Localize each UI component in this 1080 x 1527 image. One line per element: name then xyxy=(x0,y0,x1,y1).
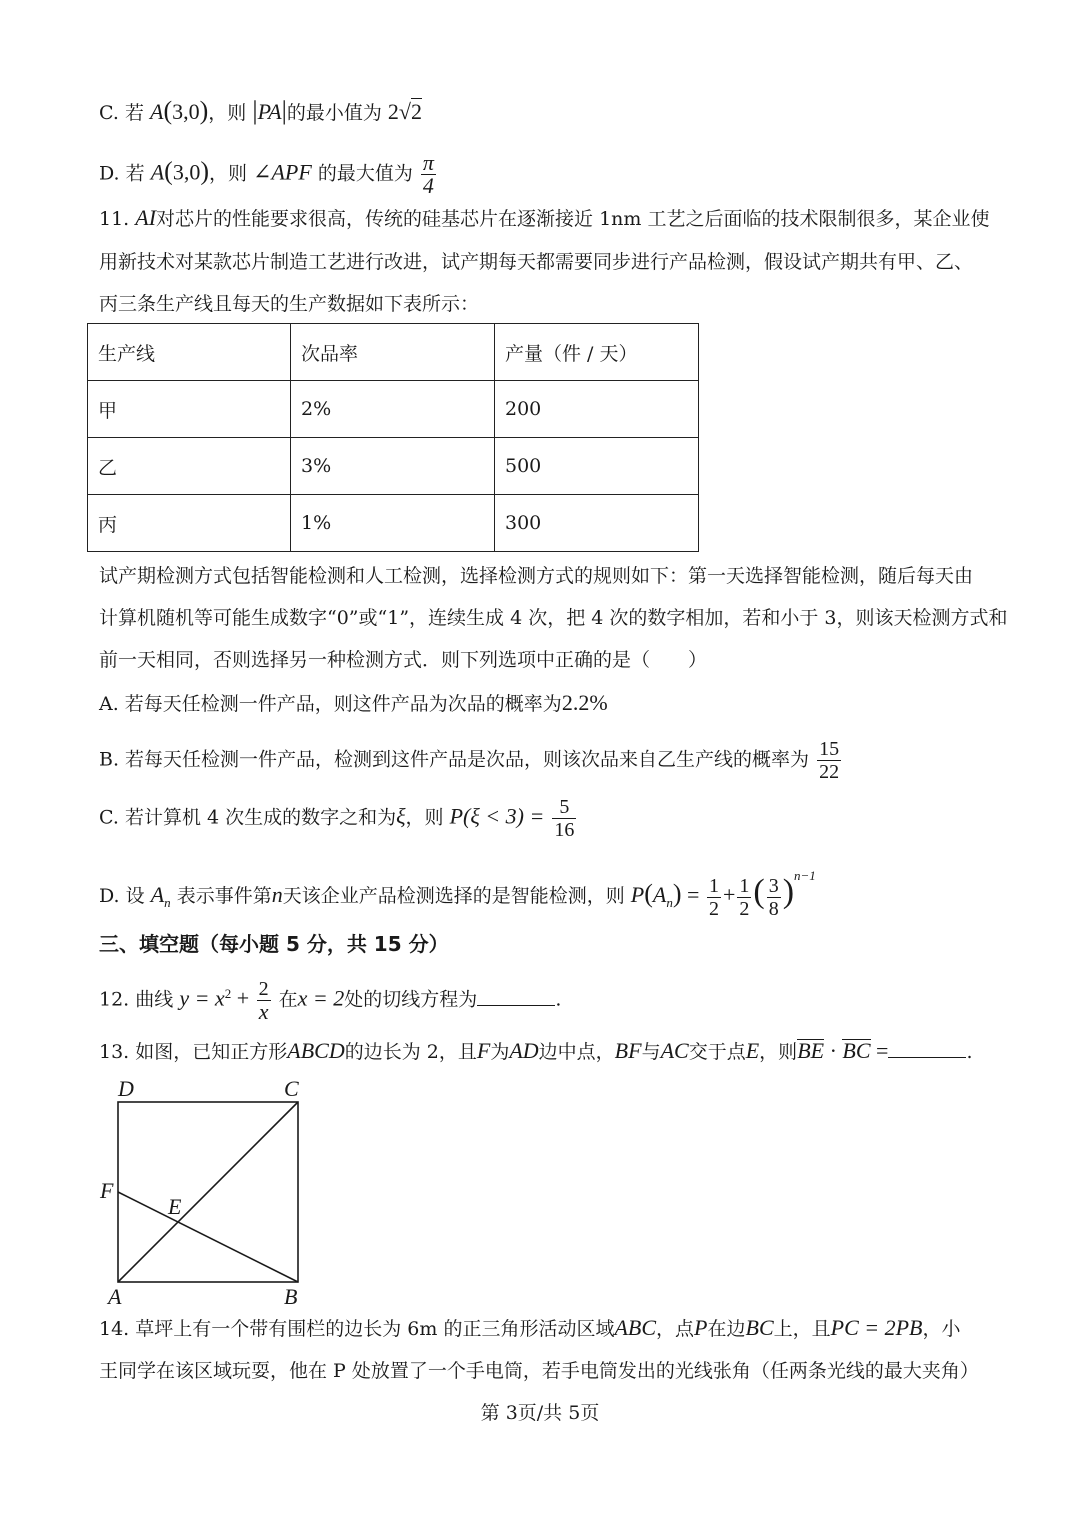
production-table xyxy=(87,323,699,552)
label-a: A xyxy=(108,1284,122,1306)
table-cell: 200 xyxy=(495,381,699,438)
table-header: 生产线 xyxy=(88,324,291,381)
label-f: F xyxy=(100,1178,114,1203)
section-3-title: 三、填空题（每小题 5 分，共 15 分） xyxy=(99,932,449,956)
q11-line2: 用新技术对某款芯片制造工艺进行改进，试产期每天都需要同步进行产品检测，假设试产期共有甲、乙、 xyxy=(99,251,974,273)
table-cell: 甲 xyxy=(88,381,291,438)
q11-paragraph-1: 试产期检测方式包括智能检测和人工检测，选择检测方式的规则如下：第一天选择智能检测，随后每天由 xyxy=(99,565,974,587)
table-cell: 1% xyxy=(291,495,495,552)
q11-paragraph-3: 前一天相同，否则选择另一种检测方式．则下列选项中正确的是（ ） xyxy=(99,649,708,671)
page-footer: 第 3页/共 5页 xyxy=(480,1402,600,1424)
q12: 12. 曲线 $y = x^2$ + $\frac{2}{x}$ 在x = 2处的切线方程为 . xyxy=(99,978,562,1024)
q11-option-b: B. 若每天任检测一件产品，检测到这件产品是次品，则该次品来自乙生产线的概率为 $\frac{15}{22}$ xyxy=(99,738,840,783)
label-c: C xyxy=(284,1076,299,1101)
table-cell: 300 xyxy=(495,495,699,552)
label-d: D xyxy=(118,1076,134,1101)
table-cell: 3% xyxy=(291,438,495,495)
table-cell: 丙 xyxy=(88,495,291,552)
segment-bf xyxy=(118,1192,298,1282)
table-header: 次品率 xyxy=(291,324,495,381)
table-row xyxy=(88,438,699,495)
q11-option-a: A. 若每天任检测一件产品，则这件产品为次品的概率为2.2% xyxy=(99,690,608,715)
q11-line1: 11. AI对芯片的性能要求很高，传统的硅基芯片在逐渐接近 1nm 工艺之后面临的技术限制很多，某企业使 xyxy=(99,205,990,230)
label-b: B xyxy=(284,1284,298,1306)
q14-line2: 王同学在该区域玩耍，他在 P 处放置了一个手电筒，若手电筒发出的光线张角（任两条光线的最大夹角） xyxy=(99,1360,979,1382)
table-row xyxy=(88,381,699,438)
square-figure xyxy=(90,1074,320,1306)
label-e: E xyxy=(168,1194,182,1219)
table-header: 产量（件 / 天） xyxy=(495,324,699,381)
diagonal-ac xyxy=(118,1102,298,1282)
q11-option-c: C. 若计算机 4 次生成的数字之和为ξ，则 P(ξ < 3) = $\frac{5}{16}$ xyxy=(99,796,575,841)
q13: 13. 如图，已知正方形ABCD的边长为 2，且F为AD边中点，BF与AC交于点E，则BE · BC = . xyxy=(99,1038,973,1063)
q10-option-c: C. 若 A(3,0)，则 |PA|的最小值为 2√2 xyxy=(99,96,422,125)
table-row xyxy=(88,495,699,552)
q11-line3: 丙三条生产线且每天的生产数据如下表所示： xyxy=(99,293,480,315)
q11-paragraph-2: 计算机随机等可能生成数字“0”或“1”，连续生成 4 次，把 4 次的数字相加，若和小于 3，则该天检测方式和 xyxy=(99,607,1008,629)
q14-line1: 14. 草坪上有一个带有围栏的边长为 6m 的正三角形活动区域ABC，点P在边BC上，且PC = 2PB，小 xyxy=(99,1315,961,1340)
table-cell: 500 xyxy=(495,438,699,495)
table-header-row xyxy=(88,324,699,381)
table-cell: 2% xyxy=(291,381,495,438)
table-cell: 乙 xyxy=(88,438,291,495)
q11-option-d: D. 设 $A_n$ 表示事件第n天该企业产品检测选择的是智能检测，则 $P(A_n)$ = $\frac{1}{2}$ + $\frac{1}{2}$ ( $\frac{3}{8}$ )$^{n-1}$ xyxy=(99,868,816,920)
q10-option-d: D. 若 A(3,0)，则 ∠APF 的最大值为 $\frac{\pi}{4}$ xyxy=(99,150,434,198)
